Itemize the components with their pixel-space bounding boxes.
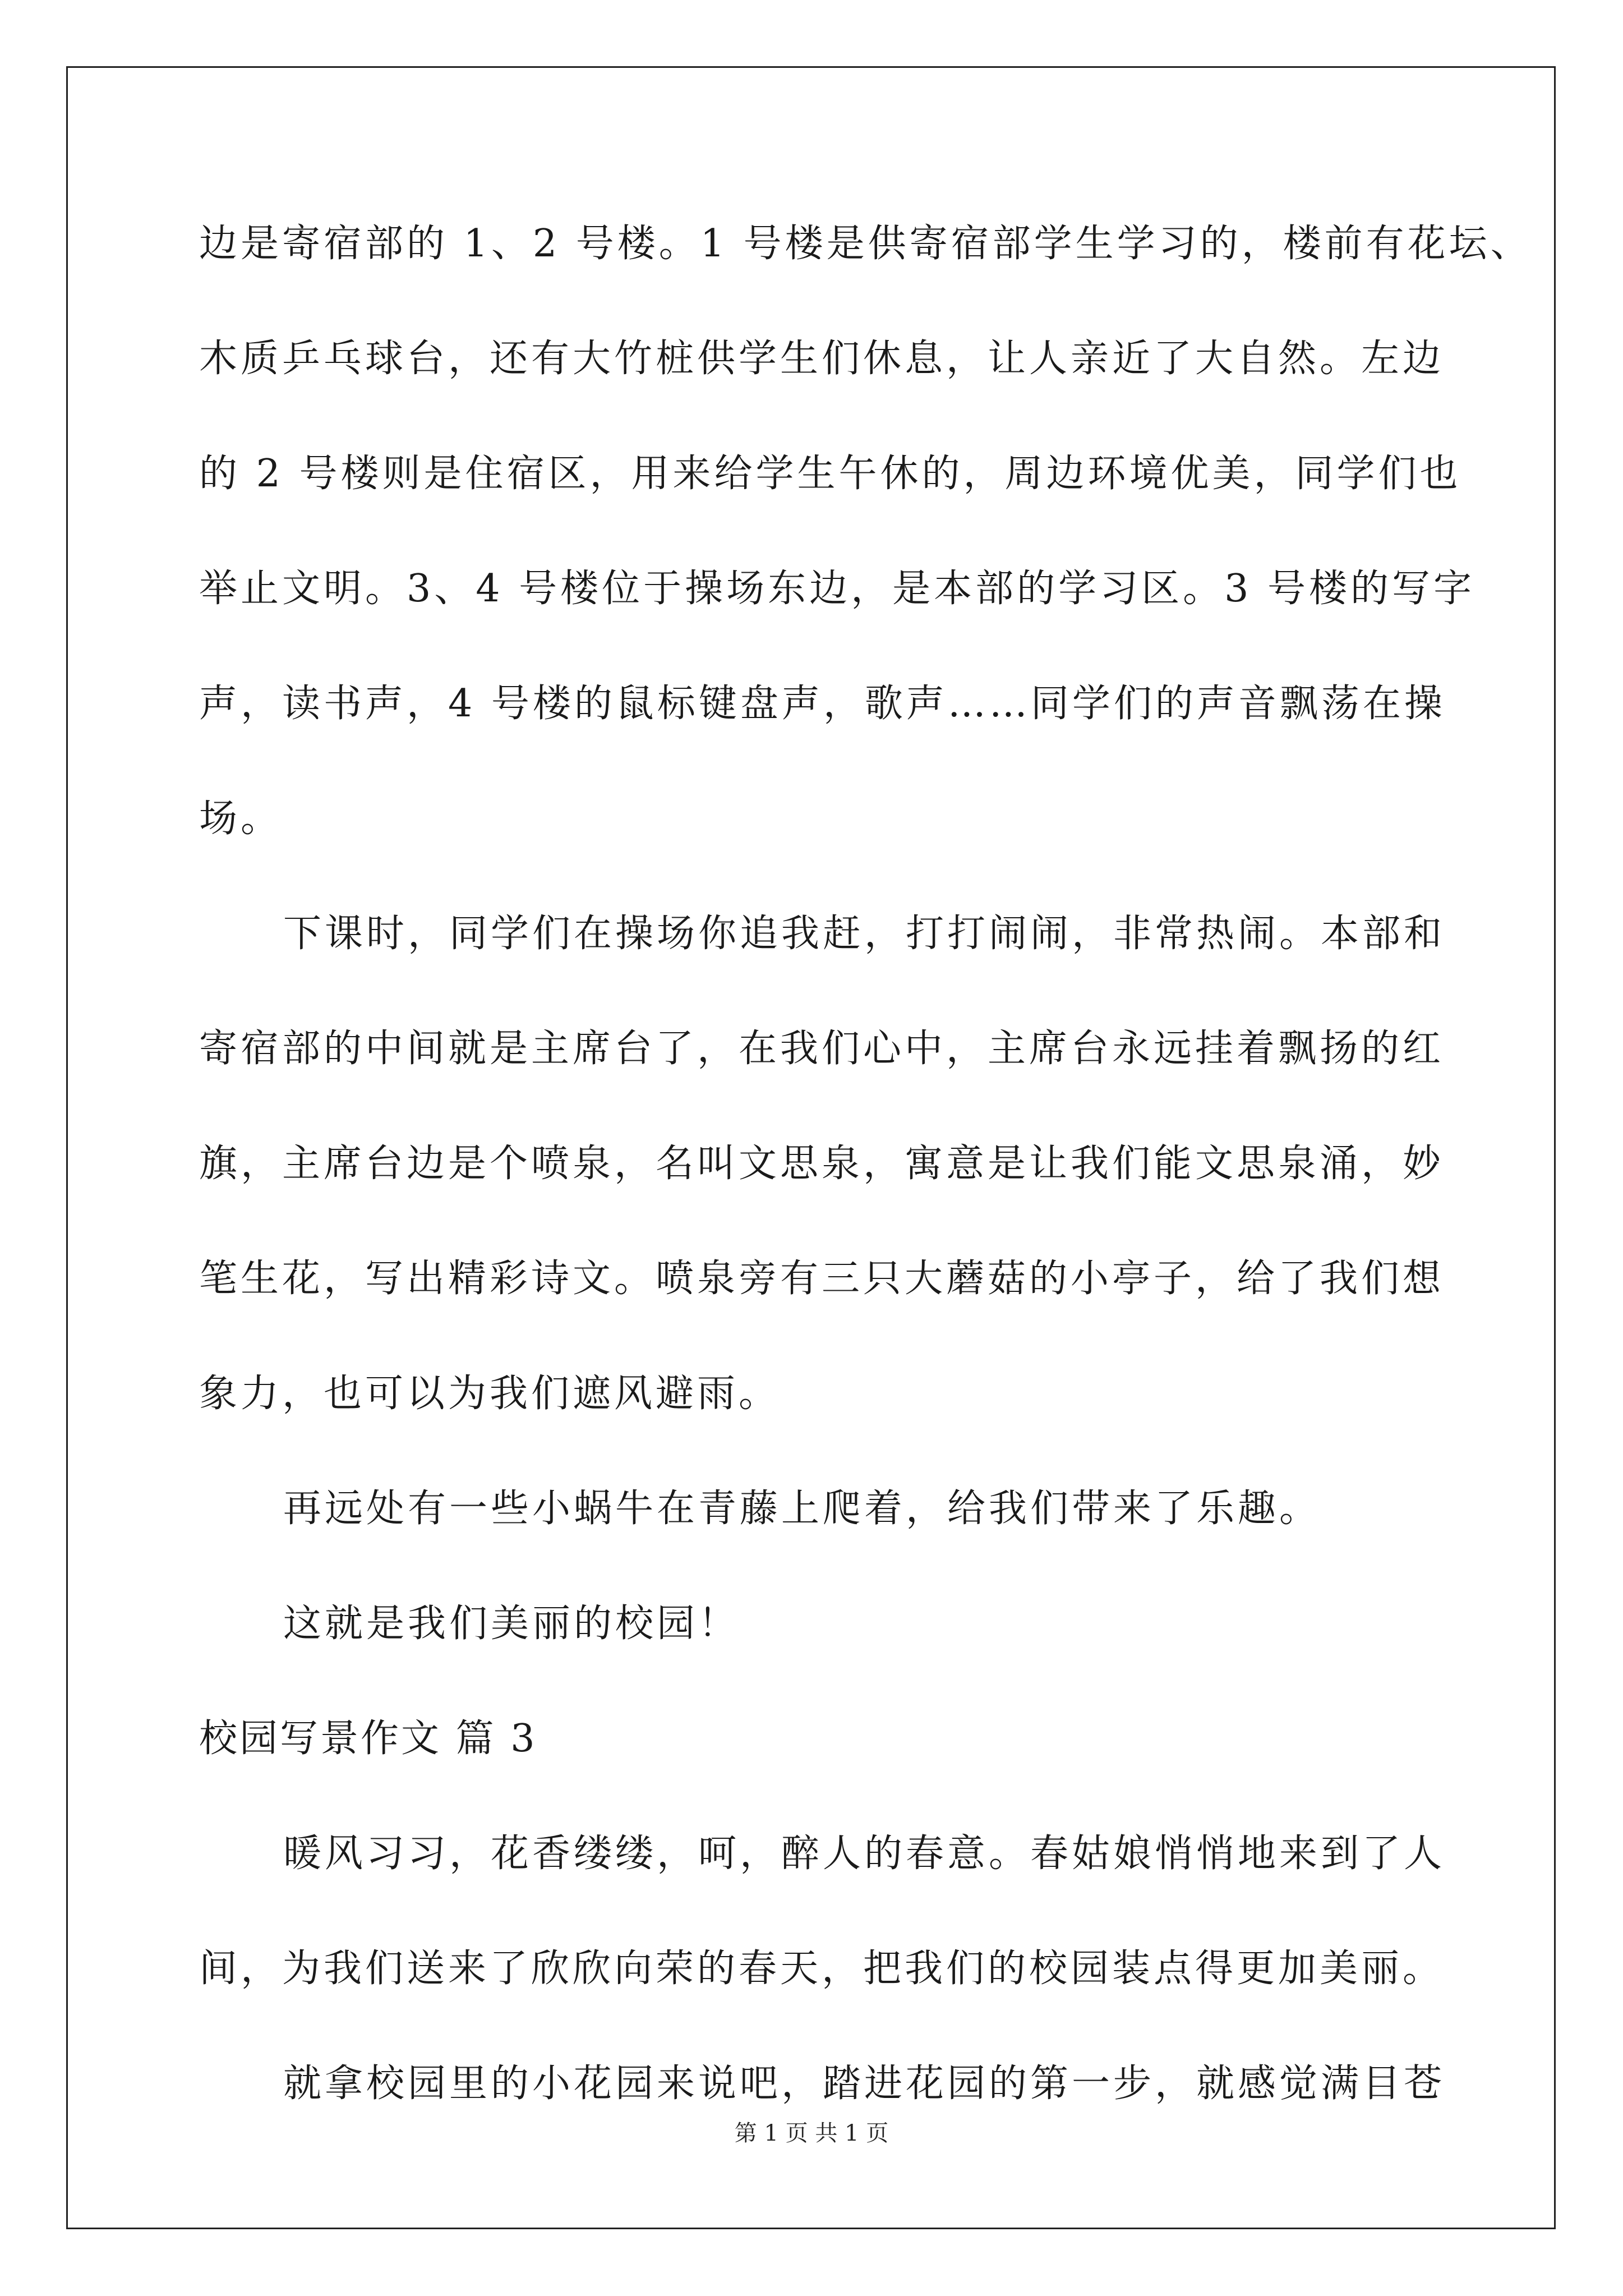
paragraph-start: 就拿校园里的小花园来说吧，踏进花园的第一步，就感觉满目苍 bbox=[283, 2062, 1446, 2106]
text-line: 边是寄宿部的 1、2 号楼。1 号楼是供寄宿部学生学习的，楼前有花坛、 bbox=[199, 222, 1532, 266]
paragraph-start: 暖风习习，花香缕缕，呵，醉人的春意。春姑娘悄悄地来到了人 bbox=[283, 1832, 1446, 1876]
text-line: 举止文明。3、4 号楼位于操场东边，是本部的学习区。3 号楼的写字 bbox=[199, 567, 1476, 611]
text-line: 旗，主席台边是个喷泉，名叫文思泉，寓意是让我们能文思泉涌，妙 bbox=[199, 1142, 1445, 1186]
text-line: 木质乒乓球台，还有大竹桩供学生们休息，让人亲近了大自然。左边 bbox=[199, 337, 1445, 381]
section-heading: 校园写景作文 篇 3 bbox=[199, 1717, 537, 1761]
text-line: 间，为我们送来了欣欣向荣的春天，把我们的校园装点得更加美丽。 bbox=[199, 1947, 1445, 1991]
page-number: 第 1 页 共 1 页 bbox=[734, 2120, 889, 2146]
text-line: 的 2 号楼则是住宿区，用来给学生午休的，周边环境优美，同学们也 bbox=[199, 452, 1461, 496]
text-line: 象力，也可以为我们遮风避雨。 bbox=[199, 1372, 781, 1416]
paragraph-start: 再远处有一些小蜗牛在青藤上爬着，给我们带来了乐趣。 bbox=[283, 1487, 1321, 1531]
text-line: 笔生花，写出精彩诗文。喷泉旁有三只大蘑菇的小亭子，给了我们想 bbox=[199, 1257, 1445, 1301]
paragraph-start: 下课时，同学们在操场你追我赶，打打闹闹，非常热闹。本部和 bbox=[283, 912, 1446, 956]
text-line: 声，读书声，4 号楼的鼠标键盘声，歌声……同学们的声音飘荡在操 bbox=[199, 682, 1446, 726]
paragraph-start: 这就是我们美丽的校园！ bbox=[283, 1602, 740, 1646]
text-line: 场。 bbox=[199, 797, 283, 841]
text-line: 寄宿部的中间就是主席台了，在我们心中，主席台永远挂着飘扬的红 bbox=[199, 1027, 1445, 1071]
